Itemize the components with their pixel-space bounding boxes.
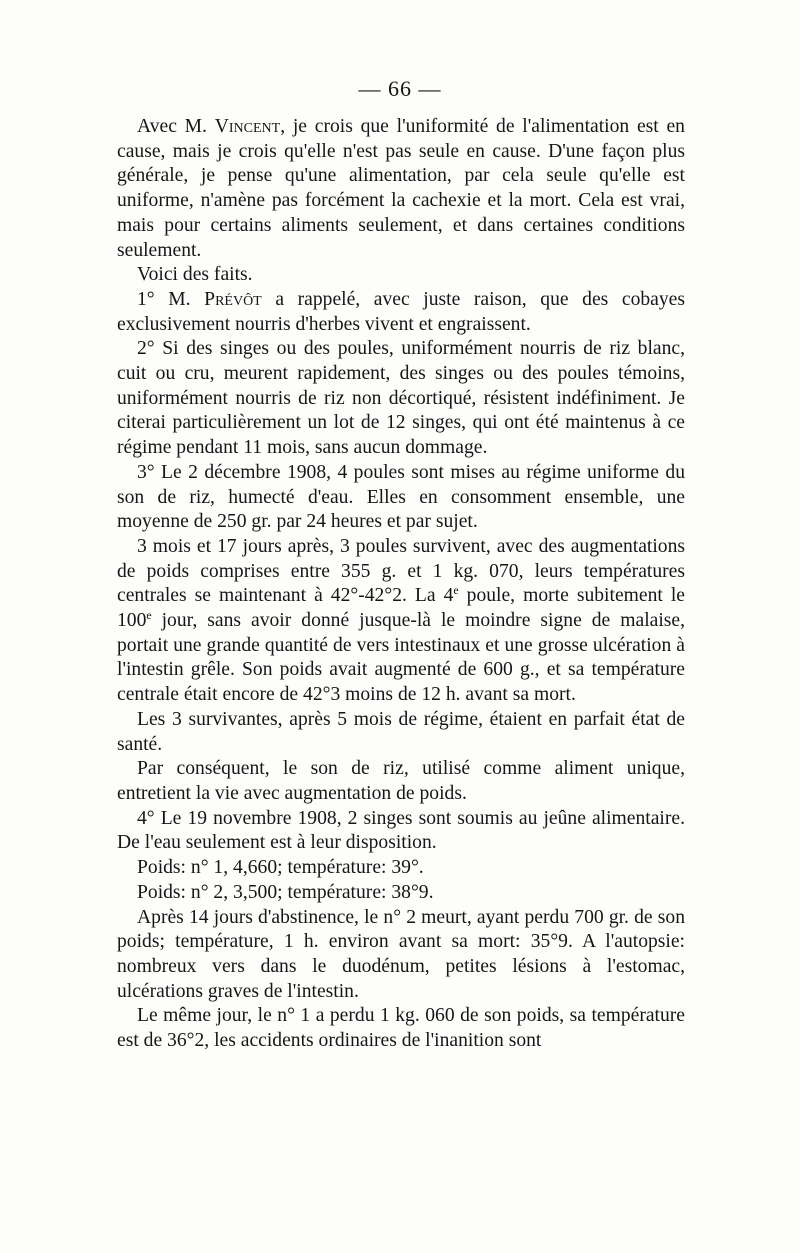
paragraph-vincent: [117, 115, 685, 263]
paragraph-voici-des-faits: Voici des faits.: [137, 264, 253, 286]
author-name-prevot: Prévôt: [204, 288, 262, 310]
body-text: [117, 115, 685, 1054]
paragraph-three-months-part-3: jour, sans avoir donné jusque-là le moindre signe de malaise, portait une grande quantité de vers intestinaux et une grosse ulcération à l'intestin grêle. Son poids avait augmenté de 600 g., et sa température centrale était encore de 42°3 moins de 12 h. avant sa mort.: [117, 610, 685, 706]
paragraph-abstinence: Après 14 jours d'abstinence, le n° 2 meurt, ayant perdu 700 gr. de son poids; température, 1 h. environ avant sa mort: 35°9. A l'autopsie: nombreux vers dans le duodénum, petites lésions à l'estomac, ulcérations graves de l'intestin.: [117, 906, 685, 1002]
paragraph-weight-2: Poids: n° 2, 3,500; température: 38°9.: [137, 881, 434, 903]
page-number: — 66 —: [358, 76, 442, 101]
paragraph-three-months-part-2: poule, morte subitement le 100: [117, 585, 685, 632]
paragraph-vincent-body: , je crois que l'uniformité de l'alimentation est en cause, mais je crois qu'elle n'est pas seule en cause. D'une façon plus générale, je pense qu'une alimentation, par cela seule qu'elle est uniforme, n'amène pas forcément la cachexie et la mort. Cela est vrai, mais pour certains aliments seulement, et dans certaines conditions seulement.: [117, 116, 685, 261]
paragraph-item-4: 4° Le 19 novembre 1908, 2 singes sont soumis au jeûne alimentaire. De l'eau seulement est à leur disposition.: [117, 807, 685, 854]
author-name-vincent: Vincent: [214, 116, 281, 137]
paragraph-three-months: [117, 535, 685, 708]
paragraph-three-months-part-1: 3 mois et 17 jours après, 3 poules survivent, avec des augmentations de poids comprises entre 355 g. et 1 kg. 070, leurs températures centrales se maintenant à 42°-42°2. La 4: [117, 535, 685, 607]
paragraph-survivors: Les 3 survivantes, après 5 mois de régime, étaient en parfait état de santé.: [117, 708, 685, 755]
paragraph-item-3: 3° Le 2 décembre 1908, 4 poules sont mises au régime uniforme du son de riz, humecté d'eau. Elles en consomment ensemble, une moyenne de 250 gr. par 24 heures et par sujet.: [117, 461, 685, 533]
paragraph-same-day: Le même jour, le n° 1 a perdu 1 kg. 060 de son poids, sa température est de 36°2, les accidents ordinaires de l'inanition sont: [117, 1005, 685, 1052]
paragraph-conclusion: Par conséquent, le son de riz, utilisé comme aliment unique, entretient la vie avec augmentation de poids.: [117, 758, 685, 804]
paragraph-item-1-body: a rappelé, avec juste raison, que des cobayes exclusivement nourris d'herbes vivent et engraissent.: [117, 288, 685, 335]
paragraph-item-1-lead: 1° M.: [137, 288, 205, 310]
paragraph-item-1: [117, 288, 685, 337]
superscript-e-2: e: [146, 609, 152, 623]
paragraph-weight-1: Poids: n° 1, 4,660; température: 39°.: [137, 857, 424, 879]
paragraph-item-2: 2° Si des singes ou des poules, uniformément nourris de riz blanc, cuit ou cru, meurent rapidement, des singes ou des poules témoins, uniformément nourris de riz non décortiqué, résistent indéfiniment. Je citerai particulièrement un lot de 12 singes, qui ont été maintenus à ce régime pendant 11 mois, sans aucun dommage.: [117, 338, 685, 459]
paragraph-vincent-lead: Avec M.: [137, 116, 215, 137]
superscript-e-1: e: [453, 584, 459, 598]
